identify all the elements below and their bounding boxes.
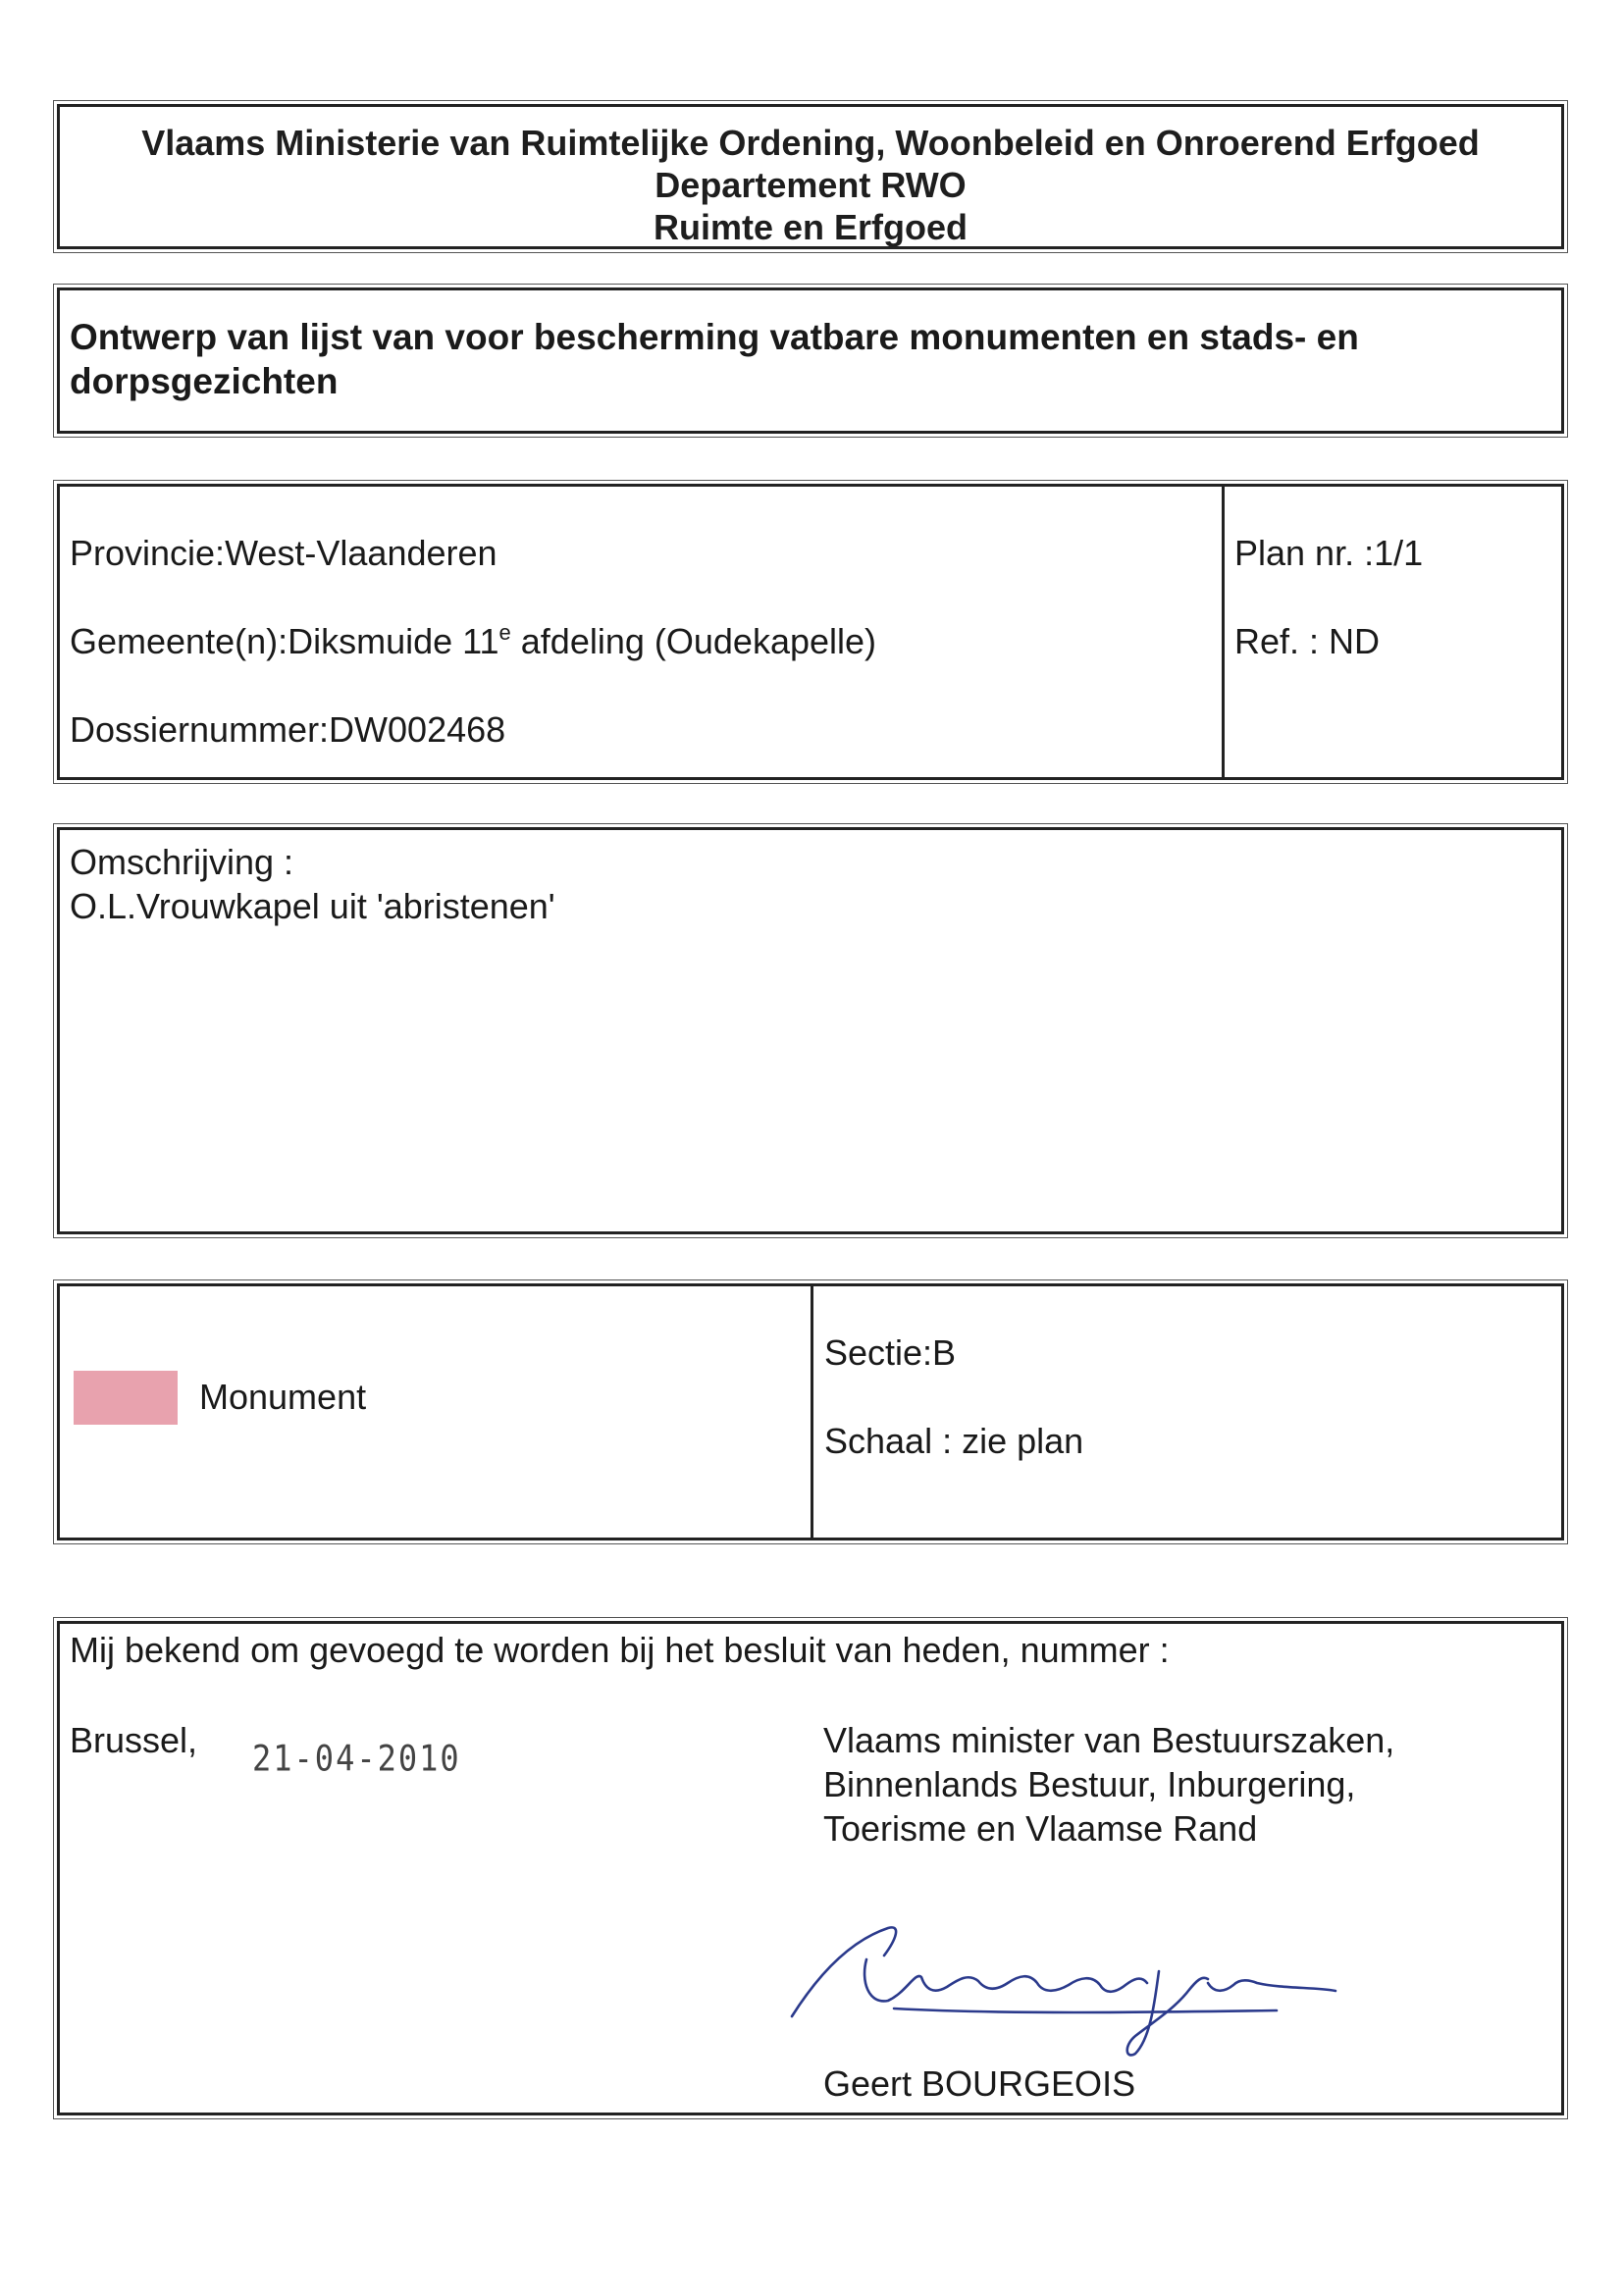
description-box <box>57 827 1564 1234</box>
schaal-field: Schaal : zie plan <box>824 1421 1084 1461</box>
minister-title-line3: Toerisme en Vlaamse Rand <box>823 1808 1258 1849</box>
division-name: Ruimte en Erfgoed <box>653 207 969 247</box>
minister-title-line2: Binnenlands Bestuur, Inburgering, <box>823 1764 1356 1804</box>
document-title-box <box>57 287 1564 434</box>
legend-divider <box>811 1286 813 1538</box>
provincie-field: Provincie:West-Vlaanderen <box>70 533 497 573</box>
description-label: Omschrijving : <box>70 842 294 882</box>
place-text: Brussel, <box>70 1720 198 1760</box>
signature-box <box>57 1621 1564 2115</box>
sectie-field: Sectie:B <box>824 1332 957 1373</box>
handwritten-signature <box>786 1901 1394 2067</box>
document-title: Ontwerp van lijst van voor bescherming vatbare monumenten en stads- en dorpsgezichten <box>70 317 1359 401</box>
department-name: Departement RWO <box>654 165 967 205</box>
dossier-field: Dossiernummer:DW002468 <box>70 709 506 750</box>
gemeente-field <box>70 622 876 661</box>
minister-title-line1: Vlaams minister van Bestuurszaken, <box>823 1720 1395 1760</box>
monument-swatch <box>74 1371 178 1425</box>
monument-label: Monument <box>199 1377 367 1417</box>
ministry-header <box>57 104 1564 249</box>
gemeente-superscript: e <box>498 620 511 645</box>
reference: Ref. : ND <box>1234 621 1381 661</box>
info-divider <box>1222 487 1225 777</box>
date-stamp: 21-04-2010 <box>252 1737 461 1780</box>
plan-number: Plan nr. :1/1 <box>1234 533 1424 573</box>
legend-box <box>57 1283 1564 1540</box>
signatory-name: Geert BOURGEOIS <box>823 2063 1136 2104</box>
location-info-box <box>57 484 1564 780</box>
statement-text: Mij bekend om gevoegd te worden bij het besluit van heden, nummer : <box>70 1630 1170 1670</box>
gemeente-prefix: Gemeente(n):Diksmuide 11 <box>70 621 499 661</box>
gemeente-suffix: afdeling (Oudekapelle) <box>510 621 877 661</box>
ministry-name: Vlaams Ministerie van Ruimtelijke Ordening, Woonbeleid en Onroerend Erfgoed <box>141 123 1480 163</box>
description-text: O.L.Vrouwkapel uit 'abristenen' <box>70 886 555 926</box>
